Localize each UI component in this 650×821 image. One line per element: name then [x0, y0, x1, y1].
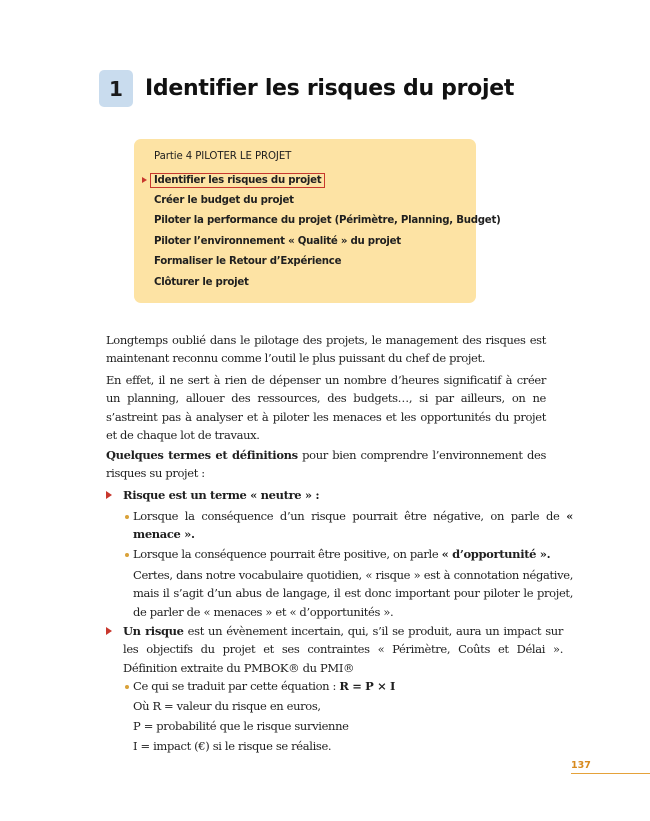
sub-bullet-text: Lorsque la conséquence pourrait être positive, on parle [133, 547, 442, 561]
terms-rest: pour bien comprendre l’environnement des risques su projet : [106, 448, 546, 481]
sub-bullet-continuation: Certes, dans notre vocabulaire quotidien, « risque » est à connotation négative, mais il s’agit d’un abus de langage, il est donc important pour piloter le projet, de parler de « menaces » et « d’opportunités ». [133, 568, 573, 619]
toc-item[interactable]: Piloter la performance du projet (Périmètre, Planning, Budget) [154, 215, 501, 226]
sub-bullet-equation [106, 677, 573, 695]
equation: R = P × I [339, 679, 396, 693]
page-number: 137 [571, 760, 591, 771]
toc-item[interactable]: Piloter l’environnement « Qualité » du projet [154, 236, 401, 247]
toc-header: Partie 4 PILOTER LE PROJET [154, 151, 292, 162]
toc-item[interactable]: Formaliser le Retour d’Expérience [154, 256, 342, 267]
definition-i: I = impact (€) si le risque se réalise. [133, 739, 332, 753]
toc-item-current[interactable]: Identifier les risques du projet [150, 173, 325, 188]
sub-bullet-text: Lorsque la conséquence d’un risque pourrait être négative, on parle de [133, 509, 567, 523]
bullet-risque-neutre [106, 486, 563, 504]
definition-p: P = probabilité que le risque survienne [133, 719, 349, 733]
bullet-text: est un évènement incertain, qui, s’il se produit, aura un impact sur les objectifs du projet et ses contraintes « Périmètre, Coûts et Délai ». Définition extraite du PMBOK® du PMI® [123, 624, 563, 675]
sub-bullet-text: Ce qui se traduit par cette équation : [133, 679, 340, 693]
triangle-bullet-icon [106, 491, 112, 499]
paragraph-intro: Longtemps oublié dans le pilotage des projets, le management des risques est maintenant reconnu comme l’outil le plus puissant du chef de projet. [106, 333, 546, 366]
dot-bullet-icon [125, 515, 129, 519]
dot-bullet-icon [125, 685, 129, 689]
bullet-heading: Risque est un terme « neutre » : [123, 488, 320, 502]
triangle-bullet-icon [106, 627, 112, 635]
toc-item[interactable]: Clôturer le projet [154, 277, 249, 288]
chapter-heading [99, 70, 514, 107]
chapter-title: Identifier les risques du projet [145, 76, 515, 101]
bullet-heading: Un risque [123, 624, 184, 638]
part-toc-box [134, 139, 501, 303]
sub-bullet-opportunite [106, 545, 573, 563]
terms-lead: Quelques termes et définitions [106, 448, 298, 462]
footer-rule [571, 773, 650, 774]
sub-bullet-bold: « d’opportunité ». [441, 547, 551, 561]
bullet-un-risque [106, 622, 563, 677]
definition-r: Où R = valeur du risque en euros, [133, 699, 321, 713]
current-item-arrow-icon [142, 177, 147, 183]
paragraph-effet: En effet, il ne sert à rien de dépenser un nombre d’heures significatif à créer un planning, allouer des ressources, des budgets…, si par ailleurs, on ne s’astreint pas à analyser et à piloter les menaces et les opportunités du projet et de chaque lot de travaux. [106, 373, 546, 443]
chapter-number-badge: 1 [99, 70, 133, 107]
dot-bullet-icon [125, 553, 129, 557]
sub-bullet-bold: « menace ». [133, 509, 573, 542]
toc-item[interactable]: Créer le budget du projet [154, 195, 294, 206]
paragraph-terms [106, 446, 546, 483]
sub-bullet-menace [106, 507, 573, 544]
